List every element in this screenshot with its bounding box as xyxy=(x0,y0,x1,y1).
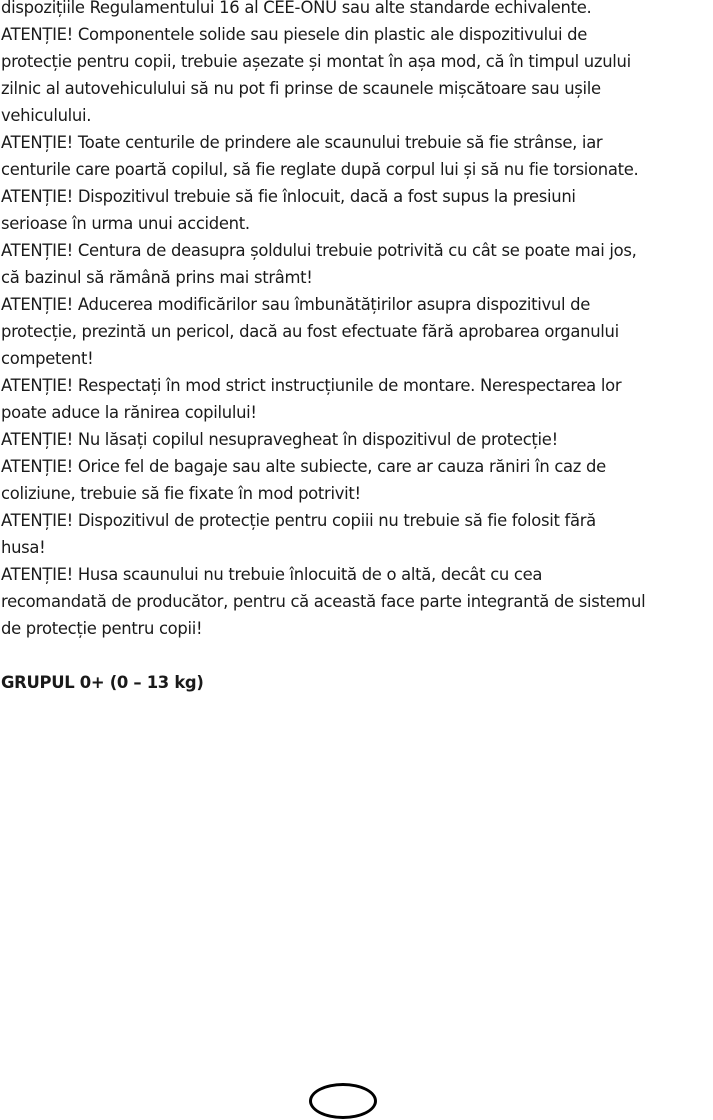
text-line: ATENȚIE! Husa scaunului nu trebuie înlocuită de o altă, decât cu cea xyxy=(1,565,543,584)
text-line: ATENȚIE! Orice fel de bagaje sau alte subiecte, care ar cauza răniri în caz de xyxy=(1,457,606,476)
document-body xyxy=(1,0,713,696)
text-line: ATENȚIE! Centura de deasupra șoldului trebuie potrivită cu cât se poate mai jos, xyxy=(1,241,637,260)
text-line: poate aduce la rănirea copilului! xyxy=(1,403,257,422)
text-line: competent! xyxy=(1,349,94,368)
text-line: ATENȚIE! Respectați în mod strict instrucțiunile de montare. Nerespectarea lor xyxy=(1,376,622,395)
section-heading: GRUPUL 0+ (0 – 13 kg) xyxy=(1,673,204,692)
text-line: centurile care poartă copilul, să fie reglate după corpul lui și să nu fie torsionate. xyxy=(1,160,639,179)
text-line: de protecție pentru copii! xyxy=(1,619,203,638)
text-line: ATENȚIE! Aducerea modificărilor sau îmbunătățirilor asupra dispozitivul de xyxy=(1,295,591,314)
text-line: protecție, prezintă un pericol, dacă au fost efectuate fără aprobarea organului xyxy=(1,322,619,341)
text-line: zilnic al autovehiculului să nu pot fi prinse de scaunele mișcătoare sau ușile xyxy=(1,79,601,98)
text-line: recomandată de producător, pentru că această face parte integrantă de sistemul xyxy=(1,592,646,611)
text-line: dispozițiile Regulamentului 16 al CEE-ONU sau alte standarde echivalente. xyxy=(1,0,592,17)
text-line: că bazinul să rămână prins mai strâmt! xyxy=(1,268,313,287)
text-line: protecție pentru copii, trebuie așezate și montat în așa mod, că în timpul uzului xyxy=(1,52,631,71)
text-line: husa! xyxy=(1,538,46,557)
text-line: coliziune, trebuie să fie fixate în mod potrivit! xyxy=(1,484,361,503)
text-line: serioase în urma unui accident. xyxy=(1,214,250,233)
text-line: ATENȚIE! Nu lăsați copilul nesupravegheat în dispozitivul de protecție! xyxy=(1,430,558,449)
text-line: ATENȚIE! Toate centurile de prindere ale scaunului trebuie să fie strânse, iar xyxy=(1,133,603,152)
text-line: ATENȚIE! Dispozitivul trebuie să fie înlocuit, dacă a fost supus la presiuni xyxy=(1,187,576,206)
page-number-oval xyxy=(309,1083,377,1119)
text-line: vehiculului. xyxy=(1,106,92,125)
text-line: ATENȚIE! Dispozitivul de protecție pentru copiii nu trebuie să fie folosit fără xyxy=(1,511,596,530)
text-line: ATENȚIE! Componentele solide sau piesele din plastic ale dispozitivului de xyxy=(1,25,588,44)
